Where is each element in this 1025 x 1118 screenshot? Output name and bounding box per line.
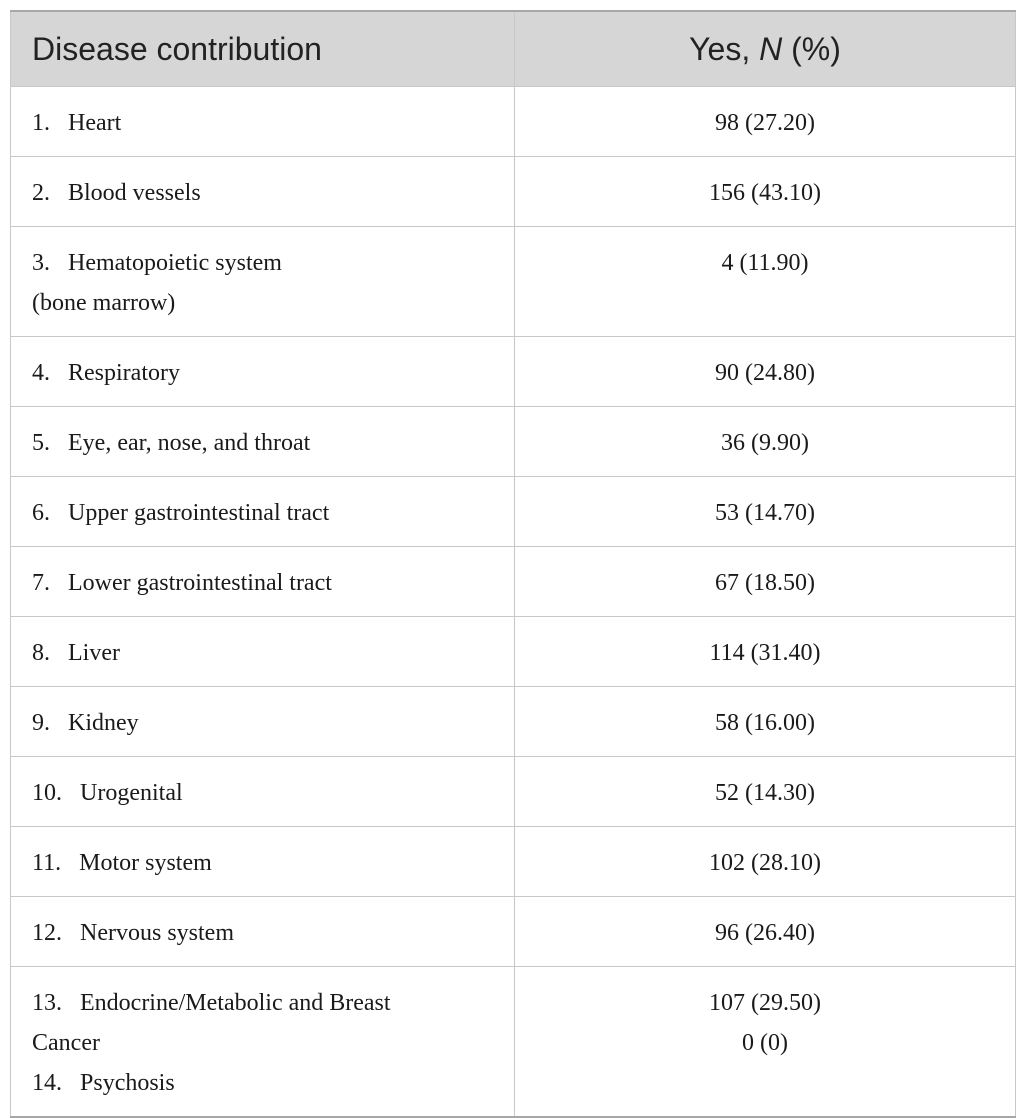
- table-row: [11, 967, 1016, 1118]
- table-row: [11, 897, 1016, 967]
- table-row: [11, 157, 1016, 227]
- value-cell: 96 (26.40): [515, 897, 1016, 967]
- header-yes-prefix: Yes,: [689, 30, 760, 67]
- value-cell: 36 (9.90): [515, 407, 1016, 477]
- value-cell: [515, 967, 1016, 1118]
- condition-label: Heart: [68, 110, 122, 136]
- value-cell: 53 (14.70): [515, 477, 1016, 547]
- value-cell: 67 (18.50): [515, 547, 1016, 617]
- row-number: 10.: [32, 780, 62, 806]
- value-cell: 98 (27.20): [515, 87, 1016, 157]
- condition-label: Kidney: [68, 710, 139, 736]
- condition-label: Blood vessels: [68, 180, 201, 206]
- table-row: [11, 617, 1016, 687]
- row-number: 2.: [32, 180, 50, 206]
- row-number: 13.: [32, 990, 62, 1016]
- value-cell: 156 (43.10): [515, 157, 1016, 227]
- row-number: 6.: [32, 500, 50, 526]
- header-yes-n: N: [759, 30, 783, 67]
- value-cell: 58 (16.00): [515, 687, 1016, 757]
- condition-cell: [11, 827, 515, 897]
- condition-cell: [11, 617, 515, 687]
- condition-cell: [11, 967, 515, 1118]
- table-row: [11, 827, 1016, 897]
- condition-cell: [11, 337, 515, 407]
- row-number: 12.: [32, 920, 62, 946]
- row-number: 8.: [32, 640, 50, 666]
- table-row: [11, 87, 1016, 157]
- condition-cell: [11, 157, 515, 227]
- table-row: [11, 337, 1016, 407]
- table-row: [11, 227, 1016, 337]
- condition-label: Liver: [68, 640, 120, 666]
- header-yes-suffix: (%): [782, 30, 841, 67]
- condition-cell: [11, 547, 515, 617]
- table-header-row: [11, 11, 1016, 87]
- row-number: 1.: [32, 110, 50, 136]
- header-yes-n-percent: [515, 11, 1016, 87]
- disease-contribution-table: [10, 10, 1016, 1118]
- condition-label: Eye, ear, nose, and throat: [68, 430, 311, 456]
- condition-label: Lower gastrointestinal tract: [68, 570, 332, 596]
- condition-cell: [11, 407, 515, 477]
- condition-cell: [11, 227, 515, 337]
- condition-label: Endocrine/Metabolic and Breast: [80, 990, 391, 1016]
- condition-label: Respiratory: [68, 360, 180, 386]
- table-row: [11, 407, 1016, 477]
- condition-cell: [11, 757, 515, 827]
- condition-cell: [11, 477, 515, 547]
- table-row: [11, 477, 1016, 547]
- condition-cell: [11, 687, 515, 757]
- table-row: [11, 687, 1016, 757]
- value-cell: 4 (11.90): [515, 227, 1016, 337]
- row-number: 7.: [32, 570, 50, 596]
- value-cell: 102 (28.10): [515, 827, 1016, 897]
- row-number: 4.: [32, 360, 50, 386]
- header-disease-contribution-text: Disease contribution: [32, 30, 322, 67]
- condition-label: Psychosis: [80, 1070, 175, 1096]
- condition-label: Nervous system: [80, 920, 234, 946]
- condition-label: Motor system: [79, 850, 212, 876]
- table-row: [11, 547, 1016, 617]
- condition-line-psychosis: [32, 1063, 504, 1103]
- condition-label-continued: Cancer: [32, 1030, 100, 1056]
- row-number: 9.: [32, 710, 50, 736]
- condition-label: Urogenital: [80, 780, 183, 806]
- condition-cell: [11, 87, 515, 157]
- value-psychosis: 0 (0): [742, 1030, 788, 1056]
- value-endocrine: 107 (29.50): [709, 990, 821, 1016]
- condition-label: Hematopoietic system: [68, 250, 282, 276]
- table-row: [11, 757, 1016, 827]
- row-number: 11.: [32, 850, 62, 876]
- value-cell: 52 (14.30): [515, 757, 1016, 827]
- row-number: 14.: [32, 1070, 62, 1096]
- condition-label-continued: (bone marrow): [32, 290, 176, 316]
- condition-label: Upper gastrointestinal tract: [68, 500, 330, 526]
- row-number: 3.: [32, 250, 50, 276]
- value-cell: 90 (24.80): [515, 337, 1016, 407]
- condition-cell: [11, 897, 515, 967]
- value-cell: 114 (31.40): [515, 617, 1016, 687]
- row-number: 5.: [32, 430, 50, 456]
- header-disease-contribution: [11, 11, 515, 87]
